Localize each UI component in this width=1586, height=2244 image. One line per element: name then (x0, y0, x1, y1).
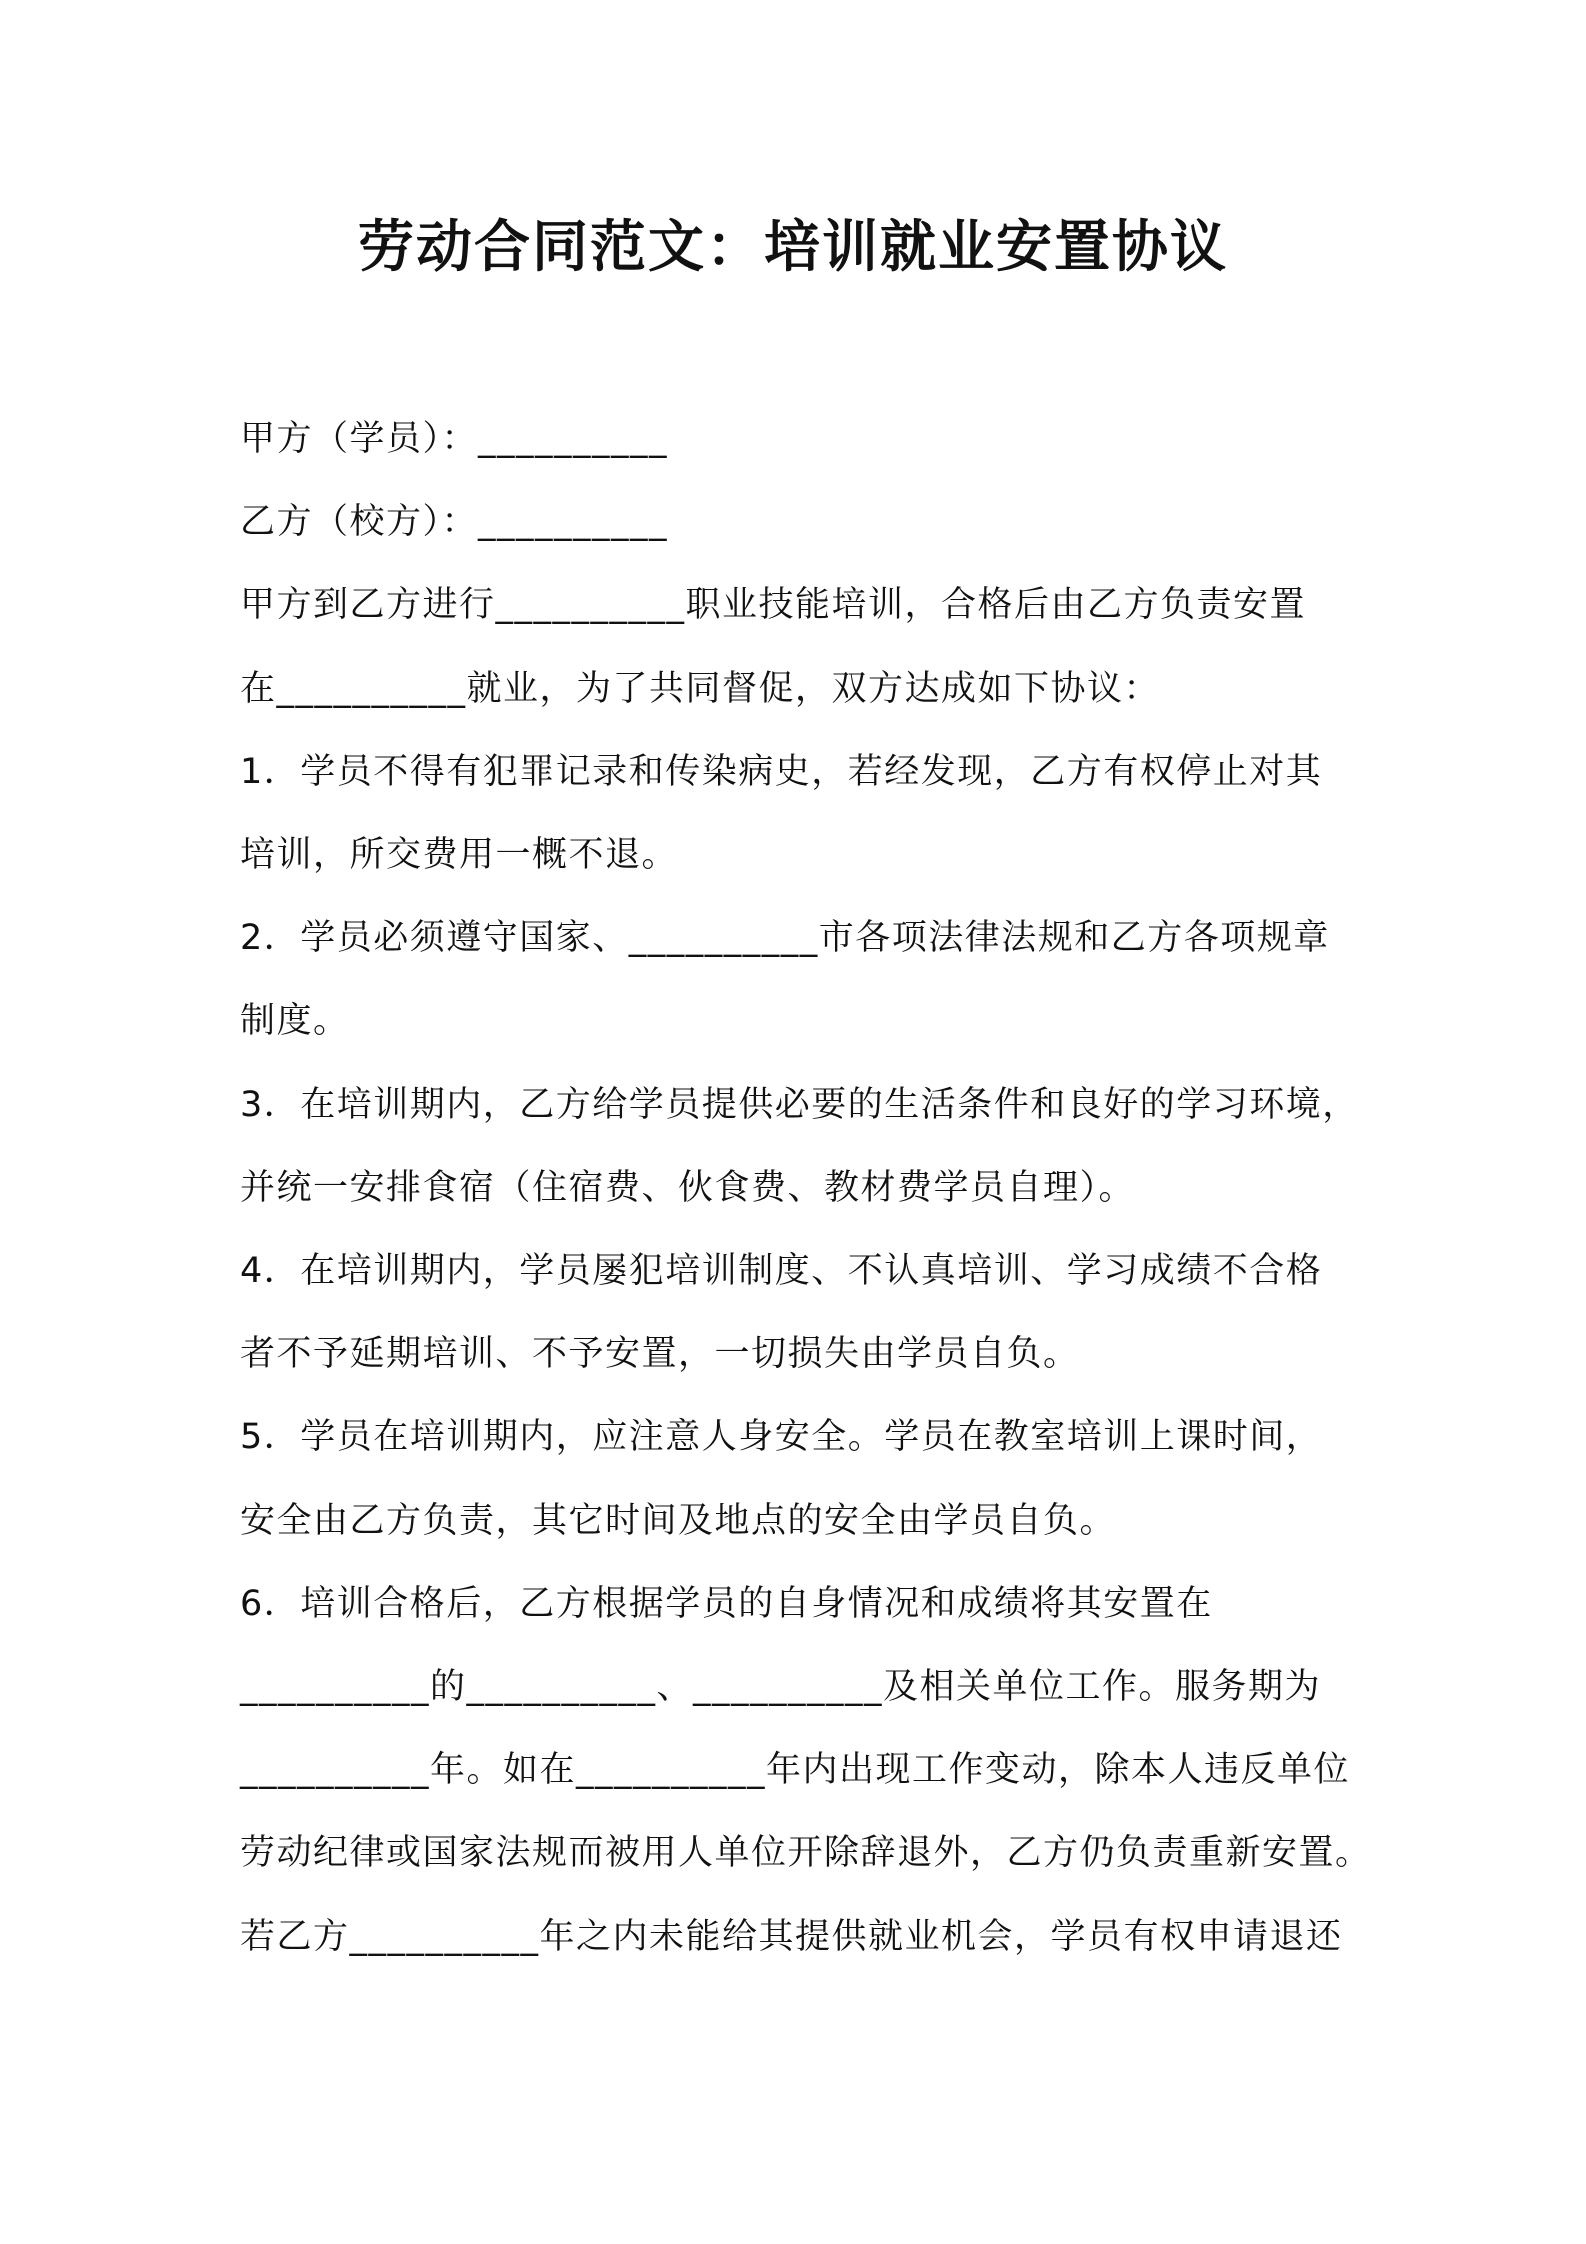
clause-6-line: 6．培训合格后，乙方根据学员的自身情况和成绩将其安置在 (240, 1583, 1213, 1624)
clause-2-line: 2．学员必须遵守国家、__________市各项法律法规和乙方各项规章 (240, 918, 1330, 959)
intro-line: 在__________就业，为了共同督促，双方达成如下协议： (240, 668, 1161, 709)
clause-6-line: __________的__________、__________及相关单位工作。服务期为 (240, 1667, 1322, 1708)
clause-3-line: 3．在培训期内，乙方给学员提供必要的生活条件和良好的学习环境， (240, 1084, 1359, 1125)
clause-1-line: 1．学员不得有犯罪记录和传染病史，若经发现，乙方有权停止对其 (240, 751, 1323, 792)
clause-4-line: 4．在培训期内，学员屡犯培训制度、不认真培训、学习成绩不合格 (240, 1251, 1323, 1292)
document-title: 劳动合同范文：培训就业安置协议 (358, 215, 1228, 280)
document-body (240, 398, 1372, 1979)
party-b-line: 乙方（校方）：__________ (240, 502, 669, 543)
party-a-line: 甲方（学员）：__________ (240, 419, 669, 459)
intro-line: 甲方到乙方进行__________职业技能培训，合格后由乙方负责安置 (240, 585, 1307, 626)
clause-5-line: 5．学员在培训期内，应注意人身安全。学员在教室培训上课时间， (240, 1417, 1323, 1458)
clause-6-line: __________年。如在__________年内出现工作变动，除本人违反单位 (240, 1750, 1351, 1791)
clause-1-line: 培训，所交费用一概不退。 (240, 835, 679, 876)
clause-3-line: 并统一安排食宿（住宿费、伙食费、教材费学员自理）。 (240, 1167, 1136, 1208)
clause-5-line: 安全由乙方负责，其它时间及地点的安全由学员自负。 (240, 1500, 1117, 1541)
clause-4-line: 者不予延期培训、不予安置，一切损失由学员自负。 (240, 1334, 1080, 1375)
clause-6-line: 劳动纪律或国家法规而被用人单位开除辞退外，乙方仍负责重新安置。 (240, 1833, 1372, 1874)
clause-6-line: 若乙方__________年之内未能给其提供就业机会，学员有权申请退还 (240, 1916, 1343, 1957)
clause-2-line: 制度。 (240, 1001, 350, 1042)
